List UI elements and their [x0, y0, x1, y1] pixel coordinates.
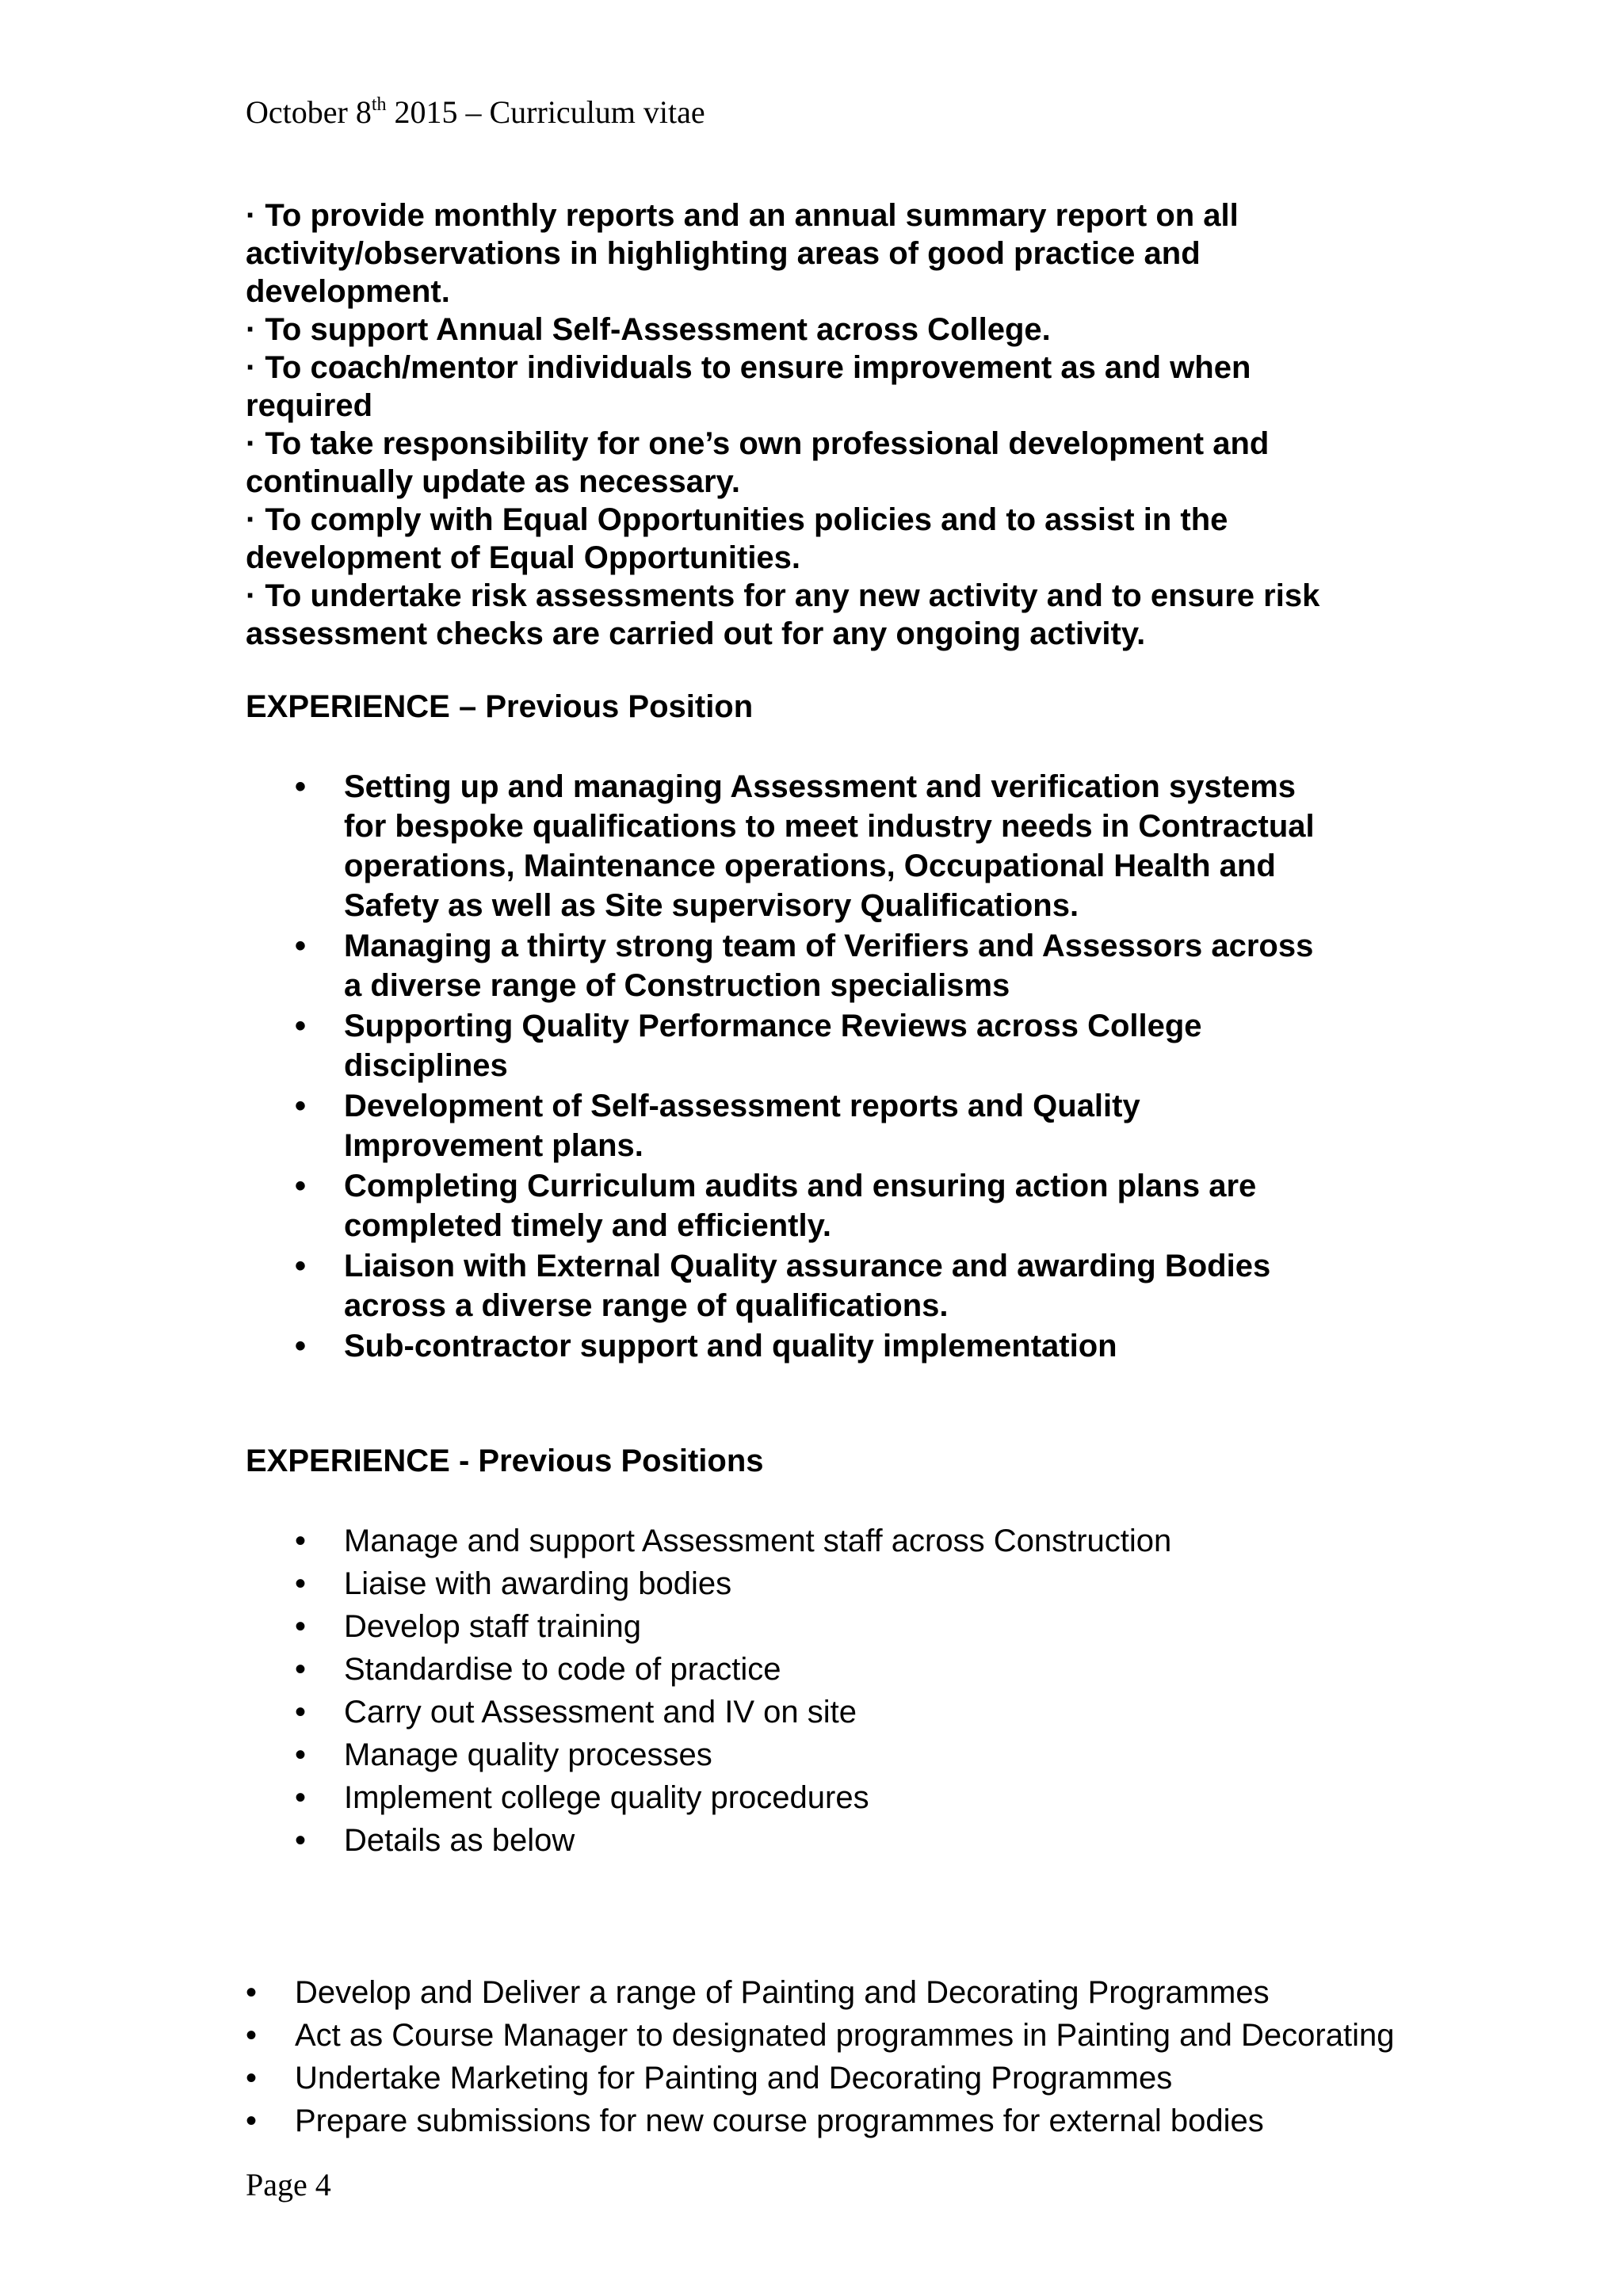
- bullet-icon: •: [295, 929, 307, 963]
- list-item: • Completing Curriculum audits and ensuring action plans are completed timely and efficiently.: [295, 1166, 1315, 1245]
- duties-line: · To provide monthly reports and an annual summary report on all: [246, 198, 1239, 233]
- bullet-icon: •: [295, 769, 307, 804]
- bullet-icon: •: [295, 1780, 307, 1815]
- bullet-icon: •: [295, 1695, 307, 1730]
- bullet-icon: •: [295, 1249, 307, 1283]
- duties-line: · To coach/mentor individuals to ensure improvement as and when: [246, 350, 1251, 385]
- duties-paragraph: [246, 196, 1319, 653]
- page-number: Page 4: [246, 2167, 331, 2203]
- painting-list: [246, 1971, 1394, 2142]
- header-date-suffix: th: [371, 94, 387, 115]
- bullet-icon: •: [295, 1737, 307, 1772]
- duties-line: · To support Annual Self-Assessment across College.: [246, 312, 1051, 347]
- experience-heading-1: EXPERIENCE – Previous Position: [246, 689, 754, 724]
- duties-line: assessment checks are carried out for any ongoing activity.: [246, 616, 1146, 651]
- experience-1-list: [295, 767, 1315, 1367]
- bullet-icon: •: [246, 2061, 258, 2096]
- bullet-icon: •: [295, 1089, 307, 1123]
- header-date: October 8: [246, 94, 372, 130]
- duties-line: development of Equal Opportunities.: [246, 540, 801, 575]
- bullet-icon: •: [295, 1169, 307, 1203]
- duties-line: required: [246, 388, 373, 423]
- experience-2-list: [295, 1520, 1171, 1862]
- duties-line: · To take responsibility for one’s own professional development and: [246, 426, 1270, 461]
- bullet-icon: •: [295, 1009, 307, 1043]
- duties-line: · To undertake risk assessments for any new activity and to ensure risk: [246, 578, 1320, 613]
- list-item: • Development of Self-assessment reports and Quality Improvement plans.: [295, 1086, 1315, 1165]
- bullet-icon: •: [295, 1524, 307, 1558]
- bullet-icon: •: [246, 1975, 258, 2010]
- list-item: • Carry out Assessment and IV on site: [295, 1691, 1171, 1733]
- bullet-icon: •: [295, 1823, 307, 1858]
- list-item: • Prepare submissions for new course programmes for external bodies: [246, 2100, 1394, 2142]
- page-header: [246, 93, 705, 132]
- list-item: • Manage quality processes: [295, 1733, 1171, 1776]
- list-item: • Setting up and managing Assessment and verification systems for bespoke qualifications to meet industry needs in Contractual operations, Maintenance operations, Occupational Health and Safety as well as Site supervisory Qualifications.: [295, 767, 1315, 925]
- list-item: • Details as below: [295, 1819, 1171, 1862]
- list-item: • Implement college quality procedures: [295, 1776, 1171, 1819]
- list-item: • Supporting Quality Performance Reviews across College disciplines: [295, 1006, 1315, 1085]
- list-item: • Sub-contractor support and quality implementation: [295, 1326, 1315, 1366]
- header-title: 2015 – Curriculum vitae: [386, 94, 705, 130]
- list-item: • Managing a thirty strong team of Verifiers and Assessors across a diverse range of Construction specialisms: [295, 926, 1315, 1005]
- list-item: • Undertake Marketing for Painting and Decorating Programmes: [246, 2057, 1394, 2100]
- list-item: • Standardise to code of practice: [295, 1648, 1171, 1691]
- bullet-icon: •: [295, 1566, 307, 1601]
- bullet-icon: •: [246, 2103, 258, 2138]
- duties-line: development.: [246, 274, 450, 309]
- list-item: • Act as Course Manager to designated programmes in Painting and Decorating: [246, 2014, 1394, 2057]
- bullet-icon: •: [295, 1652, 307, 1687]
- duties-line: continually update as necessary.: [246, 464, 740, 499]
- list-item: • Liaison with External Quality assurance and awarding Bodies across a diverse range of qualifications.: [295, 1246, 1315, 1325]
- bullet-icon: •: [246, 2018, 258, 2053]
- experience-heading-2: EXPERIENCE - Previous Positions: [246, 1444, 764, 1478]
- list-item: • Manage and support Assessment staff across Construction: [295, 1520, 1171, 1562]
- list-item: • Develop staff training: [295, 1605, 1171, 1648]
- list-item: • Liaise with awarding bodies: [295, 1562, 1171, 1605]
- list-item: • Develop and Deliver a range of Painting and Decorating Programmes: [246, 1971, 1394, 2014]
- duties-line: activity/observations in highlighting areas of good practice and: [246, 236, 1201, 271]
- bullet-icon: •: [295, 1609, 307, 1644]
- bullet-icon: •: [295, 1329, 307, 1363]
- duties-line: · To comply with Equal Opportunities policies and to assist in the: [246, 502, 1228, 537]
